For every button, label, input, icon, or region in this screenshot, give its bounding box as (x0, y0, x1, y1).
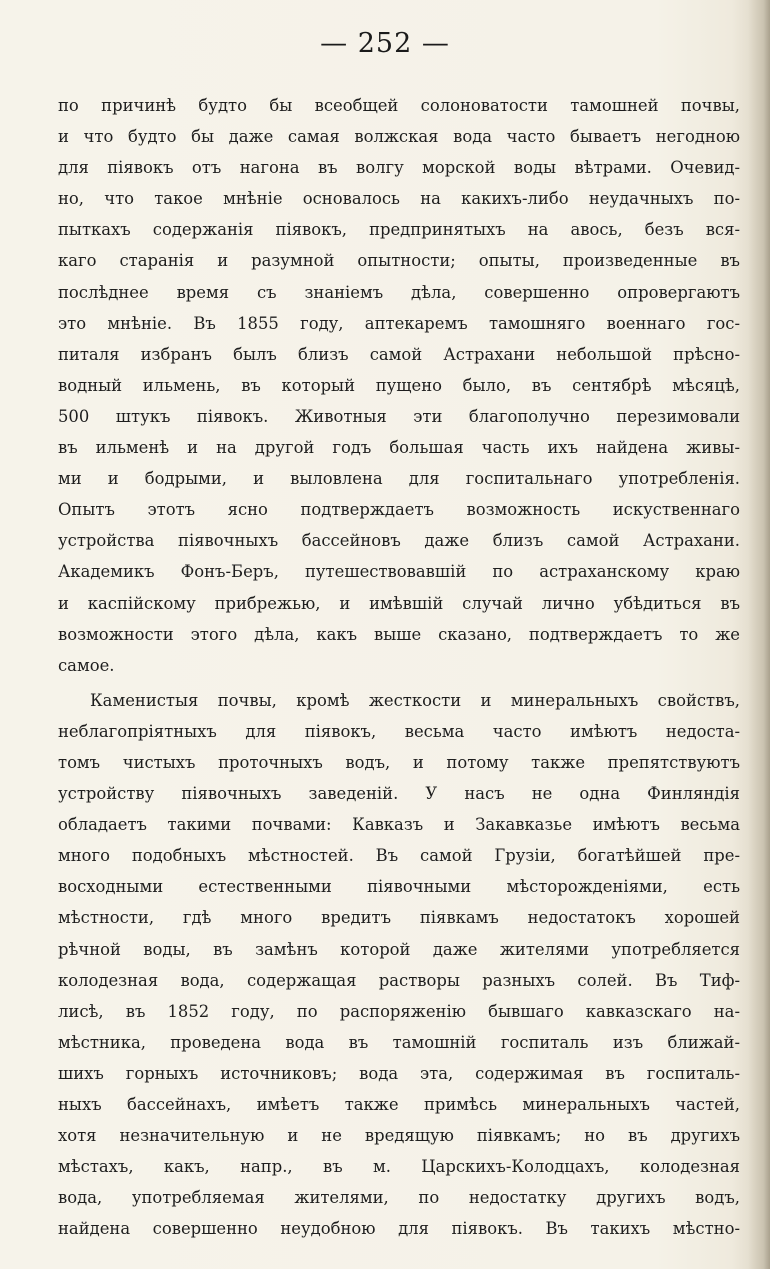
text-line: мѣстности, гдѣ много вредитъ піявкамъ недостатокъ хорошей (58, 908, 740, 928)
text-line: неблагопріятныхъ для піявокъ, весьма часто имѣютъ недоста- (58, 721, 740, 741)
text-line: найдена совершенно неудобною для піявокъ. Въ такихъ мѣстно- (58, 1219, 740, 1239)
text-line: это мнѣніе. Въ 1855 году, аптекаремъ тамошняго военнаго гос- (58, 313, 740, 333)
text-line: Академикъ Фонъ-Беръ, путешествовавшій по астраханскому краю (58, 562, 740, 582)
text-line: шихъ горныхъ источниковъ; вода эта, содержимая въ госпиталь- (58, 1063, 740, 1083)
text-line: Каменистыя почвы, кромѣ жесткости и минеральныхъ свойствъ, (90, 690, 740, 710)
text-line: устройству піявочныхъ заведеній. У насъ не одна Финляндія (58, 784, 740, 804)
text-line: въ ильменѣ и на другой годъ большая часть ихъ найдена живы- (58, 438, 740, 458)
text-line: обладаетъ такими почвами: Кавказъ и Закавказье имѣютъ весьма (58, 815, 740, 835)
text-line: мѣстника, проведена вода въ тамошній госпиталь изъ ближай- (58, 1032, 740, 1052)
text-line: самое. (58, 655, 115, 675)
text-line: рѣчной воды, въ замѣнъ которой даже жителями употребляется (58, 939, 740, 959)
text-line: водный ильмень, въ который пущено было, въ сентябрѣ мѣсяцѣ, (58, 375, 740, 395)
text-line: вода, употребляемая жителями, по недостатку другихъ водъ, (58, 1188, 740, 1208)
page-edge-shadow (748, 0, 770, 1269)
text-line: восходными естественными піявочными мѣсторожденіями, есть (58, 877, 740, 897)
text-line: лисѣ, въ 1852 году, по распоряженію бывшаго кавказскаго на- (58, 1001, 740, 1021)
text-line: пыткахъ содержанія піявокъ, предпринятыхъ на авось, безъ вся- (58, 220, 740, 240)
body-text (58, 90, 740, 1244)
text-line: колодезная вода, содержащая растворы разныхъ солей. Въ Тиф- (58, 970, 740, 990)
text-line: ныхъ бассейнахъ, имѣетъ также примѣсь минеральныхъ частей, (58, 1095, 740, 1114)
paragraph-2 (58, 685, 740, 1245)
paragraph-1 (58, 90, 740, 681)
text-line: хотя незначительную и не вредящую піявкамъ; но въ другихъ (58, 1126, 740, 1146)
text-line: по причинѣ будто бы всеобщей солоноватости тамошней почвы, (58, 96, 740, 115)
text-line: много подобныхъ мѣстностей. Въ самой Грузіи, богатѣйшей пре- (58, 846, 740, 866)
text-line: ми и бодрыми, и выловлена для госпитальнаго употребленія. (58, 469, 740, 489)
text-line: но, что такое мнѣніе основалось на какихъ-либо неудачныхъ по- (58, 189, 740, 209)
text-line: и что будто бы даже самая волжская вода часто бываетъ негодною (58, 127, 740, 147)
text-line: мѣстахъ, какъ, напр., въ м. Царскихъ-Колодцахъ, колодезная (58, 1157, 740, 1177)
text-line: устройства піявочныхъ бассейновъ даже близъ самой Астрахани. (58, 531, 740, 551)
text-line: каго старанія и разумной опытности; опыты, произведенные въ (58, 251, 740, 271)
text-line: и каспійскому прибрежью, и имѣвшій случай лично убѣдиться въ (58, 593, 740, 613)
page-number: — 252 — (320, 28, 450, 59)
text-line: томъ чистыхъ проточныхъ водъ, и потому также препятствуютъ (58, 752, 740, 772)
text-line: возможности этого дѣла, какъ выше сказано, подтверждаетъ то же (58, 624, 740, 644)
text-line: для піявокъ отъ нагона въ волгу морской воды вѣтрами. Очевид- (58, 158, 740, 178)
text-line: 500 штукъ піявокъ. Животныя эти благополучно перезимовали (58, 406, 740, 426)
text-line: Опытъ этотъ ясно подтверждаетъ возможность искуственнаго (58, 500, 740, 520)
text-line: послѣднее время съ знаніемъ дѣла, совершенно опровергаютъ (58, 282, 740, 302)
text-line: питаля избранъ былъ близъ самой Астрахани небольшой прѣсно- (58, 344, 740, 364)
